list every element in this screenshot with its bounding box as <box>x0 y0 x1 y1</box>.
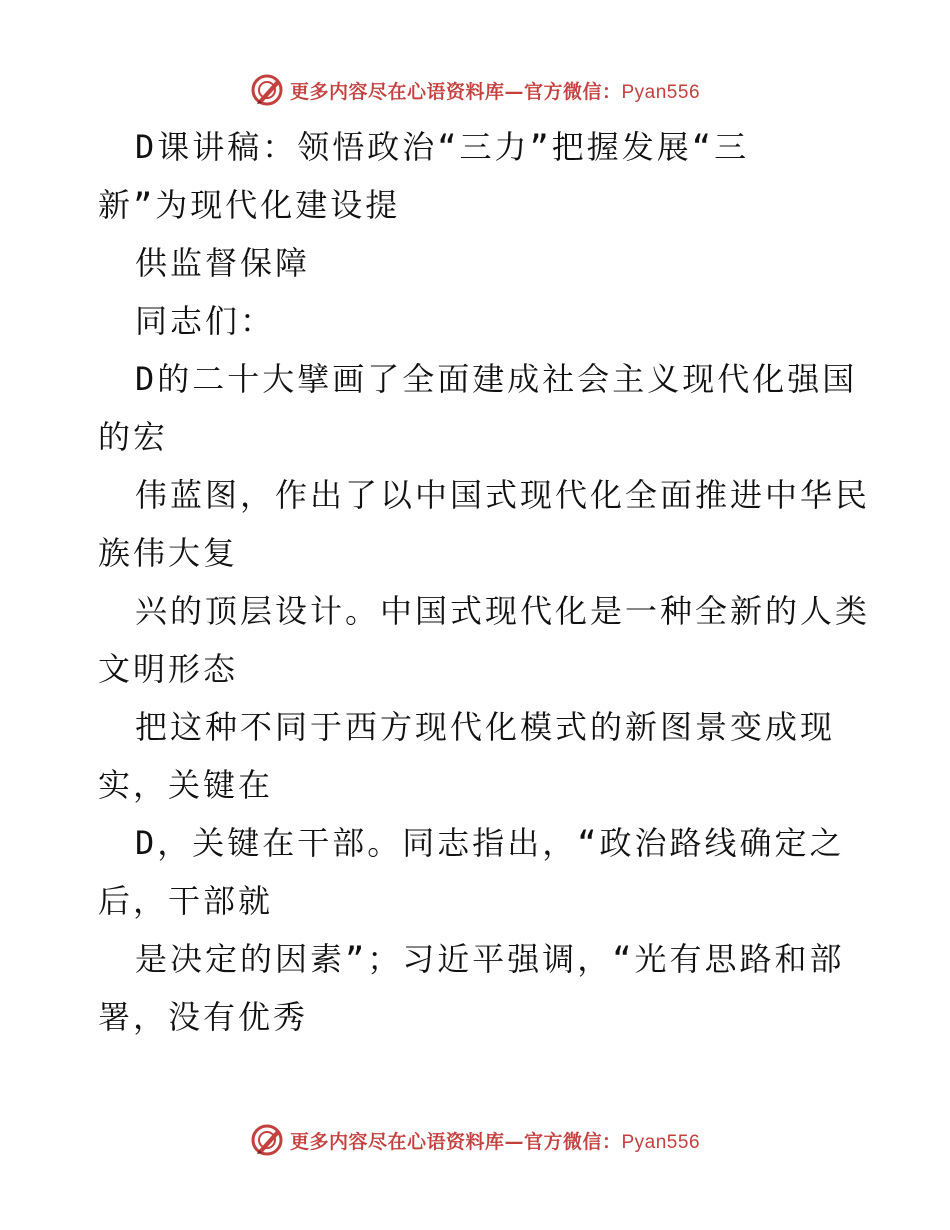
footer-watermark <box>0 1120 950 1160</box>
header-watermark <box>0 70 950 110</box>
text-line: D课讲稿：领悟政治“三力”把握发展“三 <box>135 128 750 166</box>
document-body <box>98 118 871 1046</box>
text-line: 署，没有优秀 <box>98 998 309 1036</box>
text-line: 的宏 <box>98 418 169 456</box>
text-line: 伟蓝图，作出了以中国式现代化全面推进中华民 <box>135 476 871 514</box>
text-line: 新”为现代化建设提 <box>98 186 401 224</box>
text-line: 族伟大复 <box>98 534 239 572</box>
text-line: D，关键在干部。同志指出，“政治路线确定之 <box>135 824 845 862</box>
text-line: 实，关键在 <box>98 766 274 804</box>
text-line: 同志们： <box>135 302 276 340</box>
watermark-text: 更多内容尽在心语资料库—官方微信：Pyan556 <box>289 1130 701 1153</box>
text-line: 是决定的因素”；习近平强调，“光有思路和部 <box>135 940 845 978</box>
text-line: 供监督保障 <box>135 244 311 282</box>
text-line: 把这种不同于西方现代化模式的新图景变成现 <box>135 708 836 746</box>
pen-logo-icon <box>250 1123 284 1157</box>
watermark-text: 更多内容尽在心语资料库—官方微信：Pyan556 <box>289 80 701 103</box>
text-line: 后，干部就 <box>98 882 274 920</box>
text-line: 兴的顶层设计。中国式现代化是一种全新的人类 <box>135 592 871 630</box>
text-line: D的二十大擘画了全面建成社会主义现代化强国 <box>135 360 858 398</box>
pen-logo-icon <box>250 73 284 107</box>
text-line: 文明形态 <box>98 650 239 688</box>
